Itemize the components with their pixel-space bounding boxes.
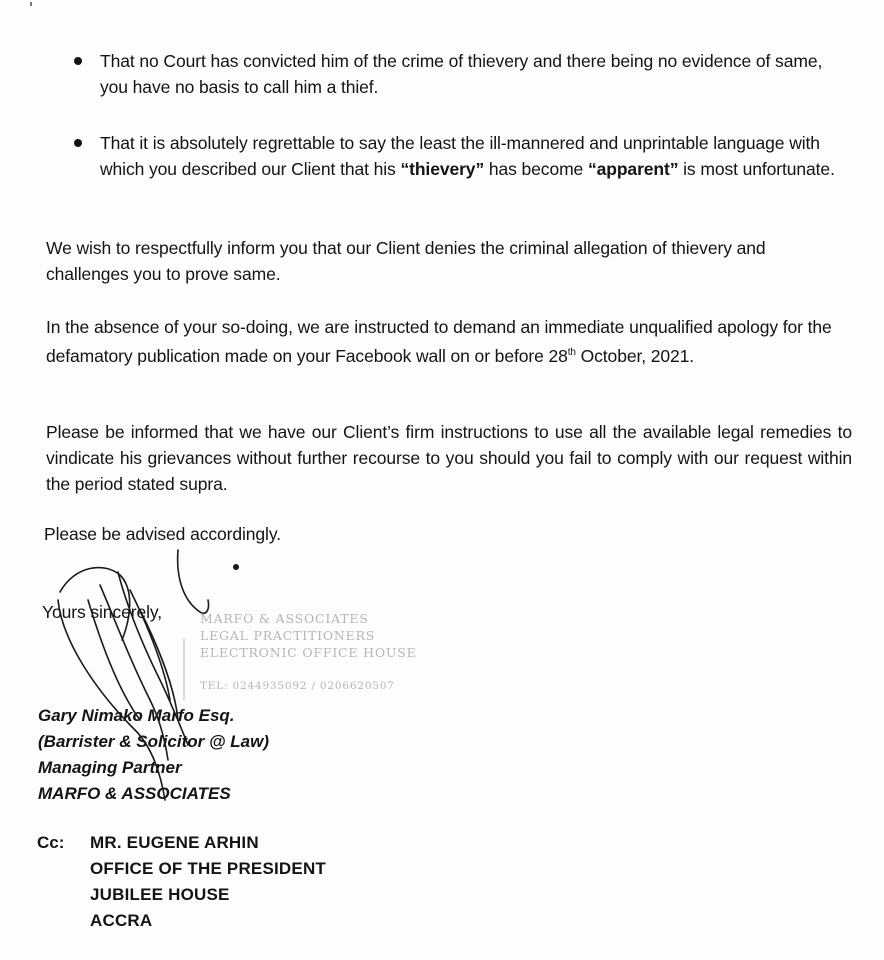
bullet-marker <box>74 139 82 147</box>
bullet-text: has become <box>484 159 588 179</box>
bullet-text: That no Court has convicted him of the crime of thievery and there being no evidence of same, you have no basis to call him a thief. <box>100 51 823 97</box>
signatory-position: Managing Partner <box>38 758 182 777</box>
paragraph-inform: We wish to respectfully inform you that our Client denies the criminal allegation of thievery and challenges you to prove same. <box>46 238 766 284</box>
ink-dot <box>233 564 239 570</box>
paragraph-absence-date: October, 2021. <box>575 345 695 366</box>
stamp-line: MARFO & ASSOCIATES <box>200 611 369 626</box>
cc-recipient-office: OFFICE OF THE PRESIDENT <box>90 859 327 878</box>
stamp-line: LEGAL PRACTITIONERS <box>200 628 376 643</box>
stamp-line: TEL: 0244935092 / 0206620507 <box>200 680 395 692</box>
paragraph-absence <box>46 314 852 369</box>
quoted-thievery: “thievery” <box>400 159 485 179</box>
firm-stamp <box>200 610 440 695</box>
cc-recipient-city: ACCRA <box>90 911 153 930</box>
paragraph-advised: Please be advised accordingly. <box>44 524 281 544</box>
cc-recipient-building: JUBILEE HOUSE <box>90 885 230 904</box>
quoted-apparent: “apparent” <box>587 159 679 179</box>
signatory-name: Gary Nimako Marfo Esq. <box>38 706 235 725</box>
bullet-text: is most unfortunate. <box>678 159 835 179</box>
bullet-item-regrettable <box>100 130 852 182</box>
cc-label: Cc: <box>37 833 65 852</box>
scan-mark <box>30 2 32 6</box>
paragraph-absence-text: In the absence of your so-doing, we are instructed to demand an immediate unqualified apology for the defamatory publication made on your Facebook wall on or before 28 <box>46 317 832 366</box>
signatory-firm: MARFO & ASSOCIATES <box>38 784 231 803</box>
paragraph-instructions: Please be informed that we have our Client’s firm instructions to use all the available legal remedies to vindicate his grievances without further recourse to you should you fail to comply with our request within the period stated supra. <box>46 422 852 494</box>
bullet-item-no-conviction <box>100 48 852 100</box>
signatory-role: (Barrister & Solicitor @ Law) <box>38 732 270 751</box>
stamp-line: ELECTRONIC OFFICE HOUSE <box>200 645 417 660</box>
bullet-text: That it is absolutely regrettable to say the least the ill-mannered and unprintable language with which you described our Client that his <box>100 133 820 179</box>
closing-salutation: Yours sincerely, <box>42 602 162 622</box>
cc-recipient-name: MR. EUGENE ARHIN <box>90 833 259 852</box>
bullet-marker <box>74 57 82 65</box>
ordinal-suffix: th <box>567 347 576 358</box>
stamp-line <box>200 661 440 678</box>
